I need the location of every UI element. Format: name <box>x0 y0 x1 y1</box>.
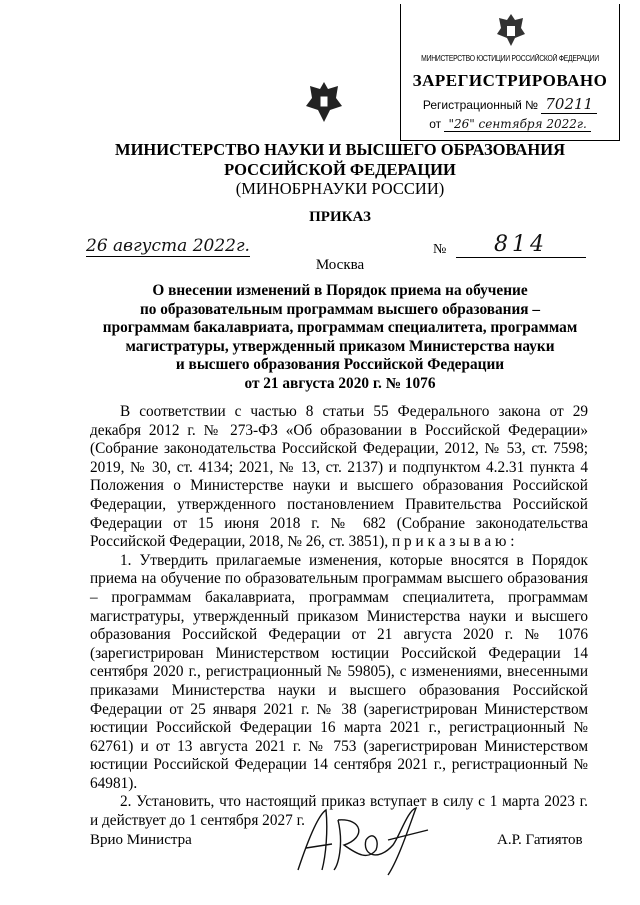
stamp-ministry: МИНИСТЕРСТВО ЮСТИЦИИ РОССИЙСКОЙ ФЕДЕРАЦИИ <box>421 54 599 63</box>
title-line: магистратуры, утвержденный приказом Министерства науки <box>125 337 555 355</box>
title-line: от 21 августа 2020 г. № 1076 <box>244 374 436 392</box>
stamp-date-line <box>401 117 619 131</box>
order-number-label: № <box>433 242 447 257</box>
title-line: и высшего образования Российской Федерации <box>175 356 505 373</box>
doc-type: ПРИКАЗ <box>309 209 371 225</box>
stamp-reg-number: 70211 <box>541 95 597 114</box>
org-name-line1: МИНИСТЕРСТВО НАУКИ И ВЫСШЕГО ОБРАЗОВАНИЯ <box>115 140 565 159</box>
title-line: О внесении изменений в Порядок приема на обучение <box>152 282 528 299</box>
org-short-name: (МИНОБРНАУКИ РОССИИ) <box>235 179 445 198</box>
paragraph-1: 1. Утвердить прилагаемые изменения, которые вносятся в Порядок приема на обучение по образовательным программам высшего образования – программам бакалавриата, программам специалитета, программам магистратуры, утвержденный приказом Министерства науки и высшего образования Российской Федерации от 21 августа 2020 г. № 1076 (зарегистрирован Министерством юстиции Российской Федерации 14 сентября 2020 г., регистрационный № 59805), с изменениями, внесенными приказами Министерства науки и высшего образования Российской Федерации от 25 января 2021 г. № 38 (зарегистрирован Министерством юстиции Российской Федерации 16 марта 2021 г., регистрационный № 62761) и от 13 августа 2021 г. № 753 (зарегистрирован Министерством юстиции Российской Федерации 14 сентября 2021 г., регистрационный № 64981). <box>90 551 588 792</box>
order-title <box>60 282 620 393</box>
stamp-reg-number-line <box>401 95 619 113</box>
order-date: 26 августа 2022г. <box>86 236 250 256</box>
coat-of-arms-icon <box>491 10 531 50</box>
signatory-position: Врио Министра <box>90 832 192 848</box>
stamp-date-prefix: от <box>429 117 442 131</box>
title-line: программам бакалавриата, программам специалитета, программам <box>102 319 578 336</box>
stamp-reg-label: Регистрационный № <box>422 98 539 112</box>
handwritten-signature <box>288 800 438 880</box>
order-number: 814 <box>456 232 586 258</box>
org-name-line2: РОССИЙСКОЙ ФЕДЕРАЦИИ <box>224 160 456 179</box>
stamp-date: "26" сентября 2022г. <box>444 117 590 132</box>
city: Москва <box>315 257 365 273</box>
title-line: по образовательным программам высшего образования – <box>139 300 541 318</box>
order-body <box>90 403 588 831</box>
paragraph-preamble: В соответствии с частью 8 статьи 55 Федерального закона от 29 декабря 2012 г. № 273-ФЗ «Об образовании в Российской Федерации» (Собрание законодательства Российской Федерации, 2012, № 53, ст. 7598; 2019, № 30, ст. 4134; 2021, № 13, ст. 2137) и подпунктом 4.2.31 пункта 4 Положения о Министерстве науки и высшего образования Российской Федерации, утвержденного постановлением Правительства Российской Федерации от 15 июня 2018 г. № 682 (Собрание законодательства Российской Федерации, 2018, № 26, ст. 3851), п р и к а з ы в а ю : <box>90 403 588 551</box>
signatory-name: А.Р. Гатиятов <box>497 832 583 848</box>
registration-stamp <box>400 4 620 141</box>
coat-of-arms-icon <box>303 80 345 124</box>
stamp-title: ЗАРЕГИСТРИРОВАНО <box>412 71 608 90</box>
paragraph-2: 2. Установить, что настоящий приказ вступает в силу с 1 марта 2023 г. и действует до 1 сентября 2027 г. <box>90 793 588 830</box>
